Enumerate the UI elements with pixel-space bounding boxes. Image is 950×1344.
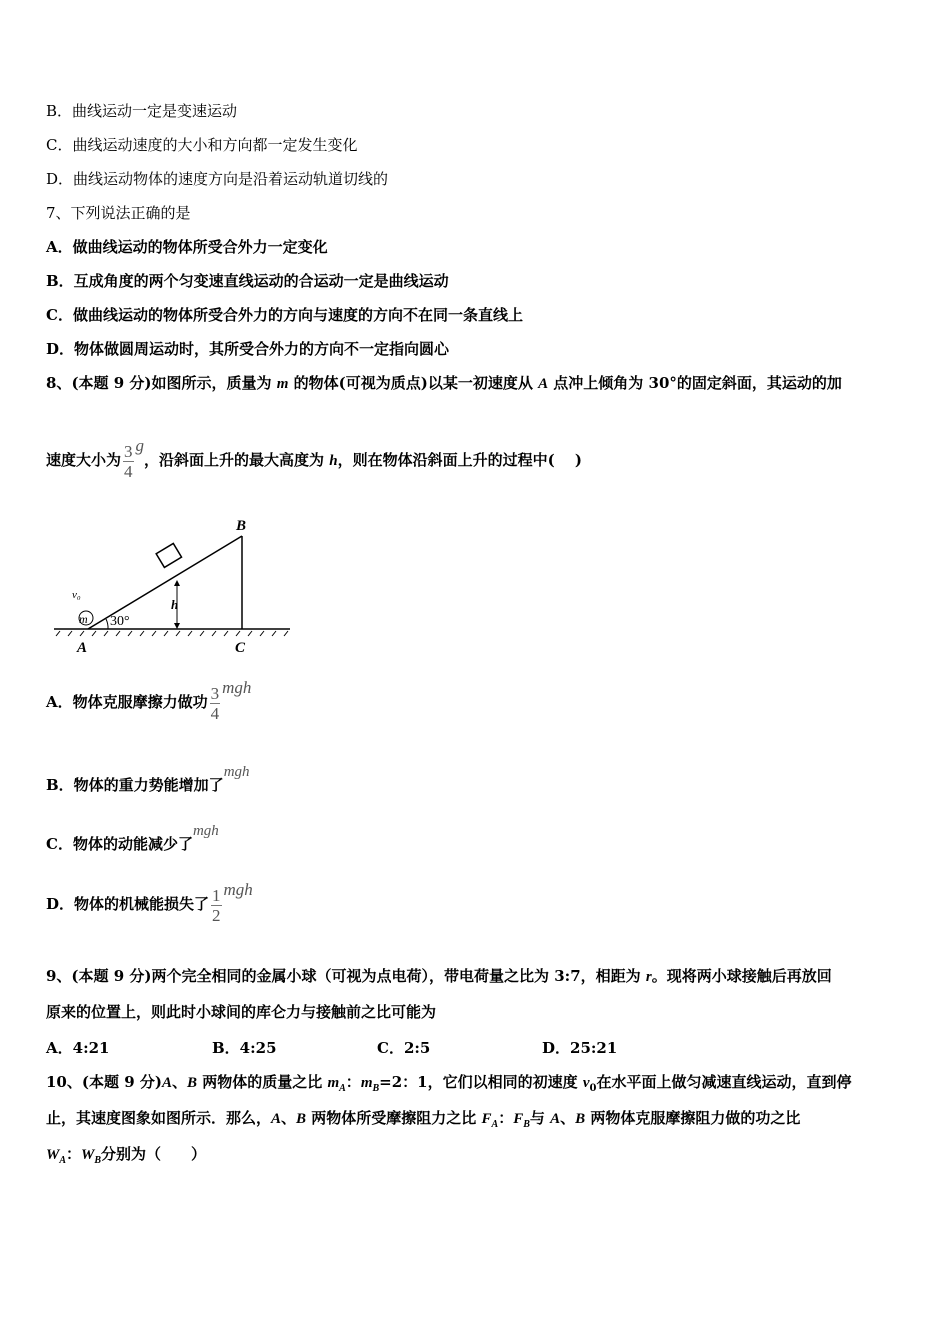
label-a: A — [77, 640, 88, 656]
q8-stem-line2: 速度大小为 $\frac{3}{4}$ g，沿斜面上升的最大高度为 h，则在物体沿斜面上升的过程中( ) — [46, 436, 583, 481]
q8-option-b: B．物体的重力势能增加了mgh — [46, 764, 250, 794]
q9-option-b: B．4:25 — [212, 1039, 277, 1057]
q6-option-c: C．曲线运动速度的大小和方向都一定发生变化 — [46, 136, 358, 154]
option-d-fraction: $\frac{1}{2}$ — [212, 885, 221, 925]
q9-stem-line2: 原来的位置上，则此时小球间的库仑力与接触前之比可能为 — [46, 1003, 437, 1021]
q7-option-b: B．互成角度的两个匀变速直线运动的合运动一定是曲线运动 — [46, 272, 449, 290]
q8-option-a: A．物体克服摩擦力做功 $\frac{3}{4}$ mgh — [46, 678, 252, 723]
q6-option-b: B．曲线运动一定是变速运动 — [46, 102, 238, 120]
q6-option-d: D．曲线运动物体的速度方向是沿着运动轨道切线的 — [46, 170, 389, 188]
incline-figure — [50, 512, 300, 662]
label-m: m — [79, 612, 88, 626]
label-h: h — [171, 597, 179, 612]
q8-stem-line1: 8、(本题 9 分)如图所示，质量为 m 的物体(可视为质点)以某一初速度从 A 点冲上倾角为 30°的固定斜面，其运动的加 — [46, 374, 842, 392]
q9-stem-line1: 9、(本题 9 分)两个完全相同的金属小球（可视为点电荷），带电荷量之比为 3:7，相距为 r。现将两小球接触后再放回 — [46, 967, 832, 985]
label-v0: v₀ — [72, 589, 81, 601]
option-a-fraction: $\frac{3}{4}$ — [210, 683, 220, 723]
q10-stem-line2: 止，其速度图象如图所示．那么，A、B 两物体所受摩擦阻力之比 $F_A$：$F_B$与 A、B 两物体克服摩擦阻力做的功之比 — [46, 1109, 801, 1130]
label-b: B — [236, 518, 247, 534]
q9-option-c: C．2:5 — [377, 1039, 431, 1057]
q9-option-d: D．25:21 — [542, 1039, 618, 1057]
q7-option-c: C．做曲线运动的物体所受合外力的方向与速度的方向不在同一条直线上 — [46, 306, 523, 324]
q10-stem-line3: $W_A$：$W_B$分别为（ ） — [46, 1145, 207, 1166]
q8-option-c: C．物体的动能减少了mgh — [46, 823, 219, 853]
q7-option-a: A．做曲线运动的物体所受合外力一定变化 — [46, 238, 328, 256]
q7-option-d: D．物体做圆周运动时，其所受合外力的方向不一定指向圆心 — [46, 340, 450, 358]
acceleration-fraction: $\frac{3}{4}$ — [124, 441, 133, 481]
q8-option-d: D．物体的机械能损失了 $\frac{1}{2}$ mgh — [46, 880, 253, 925]
label-c: C — [235, 640, 246, 656]
q7-stem: 7、下列说法正确的是 — [46, 204, 191, 222]
q10-stem-line1: 10、(本题 9 分)A、B 两物体的质量之比 $m_A$：$m_B=2$：1，它们以相同的初速度 $v_0$在水平面上做匀减速直线运动，直到停 — [46, 1073, 852, 1094]
q9-option-a: A．4:21 — [46, 1039, 110, 1057]
label-angle: 30° — [110, 614, 130, 629]
